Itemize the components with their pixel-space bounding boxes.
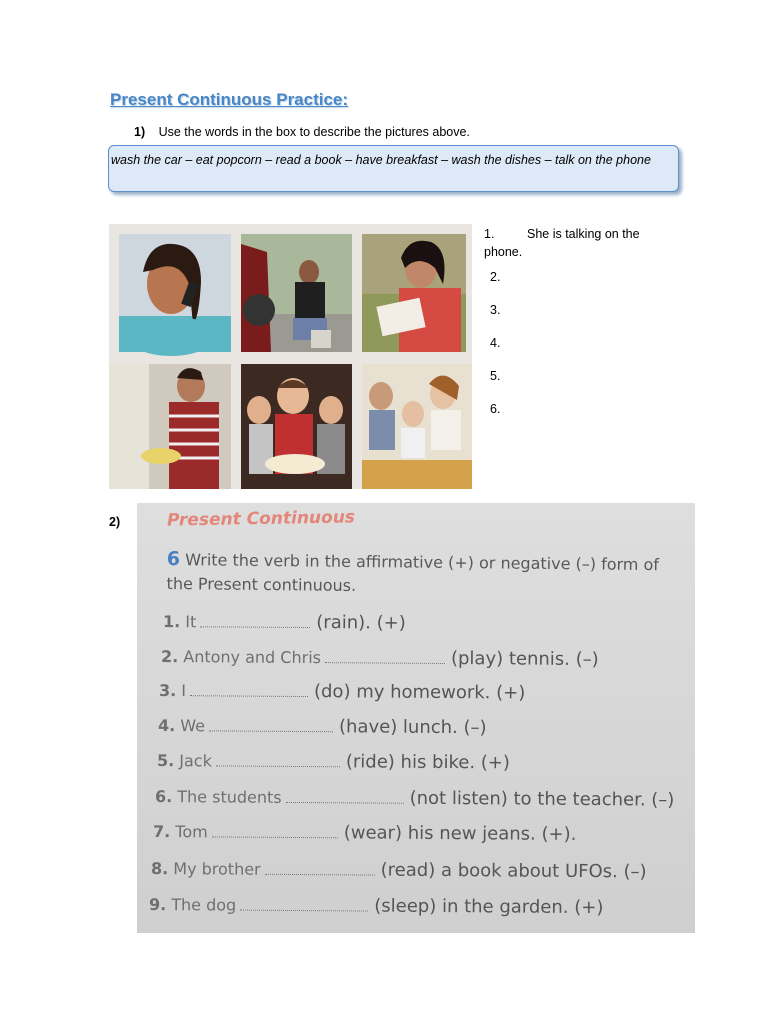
- answer-lines: [484, 225, 664, 416]
- textbook-photo: [137, 503, 695, 933]
- book-task-number: 6: [166, 547, 181, 571]
- picture-6-having-breakfast: [362, 364, 472, 489]
- blank-line: [325, 650, 445, 664]
- answer-2-number: 2.: [490, 270, 501, 284]
- item-subject: The students: [177, 787, 282, 807]
- picture-4-washing-dishes: [109, 364, 231, 489]
- answer-1-text: She is talking on the phone.: [484, 227, 640, 259]
- blank-line: [209, 718, 333, 732]
- picture-5-eating-popcorn: [241, 364, 352, 489]
- exercise1-number: 1): [134, 125, 146, 139]
- blank-line: [216, 753, 340, 767]
- item-subject: My brother: [173, 859, 261, 879]
- exercise1-instruction: [134, 125, 470, 139]
- item-verb: (play) tennis. (–): [450, 648, 599, 671]
- exercise-item: [163, 611, 406, 634]
- item-number: 1.: [162, 612, 181, 632]
- item-verb: (sleep) in the garden. (+): [374, 895, 604, 919]
- item-number: 5.: [156, 751, 175, 771]
- picture-2-washing-car: [241, 234, 352, 352]
- book-task-text: Write the verb in the affirmative (+) or negative (–) form of the Present continuous.: [166, 550, 660, 595]
- book-task: [166, 547, 676, 601]
- item-verb: (not listen) to the teacher. (–): [409, 787, 675, 811]
- item-verb: (wear) his new jeans. (+).: [343, 822, 577, 845]
- item-subject: We: [180, 716, 206, 736]
- item-number: 4.: [157, 716, 176, 736]
- answer-1: [484, 225, 664, 261]
- blank-line: [286, 790, 404, 804]
- exercise-item: [158, 715, 487, 738]
- item-number: 2.: [160, 647, 179, 667]
- exercise-item: [153, 821, 577, 845]
- exercise-item: [161, 646, 599, 670]
- item-verb: (read) a book about UFOs. (–): [380, 859, 647, 883]
- item-number: 6.: [154, 787, 173, 807]
- answer-5-number: 5.: [490, 369, 501, 383]
- answer-6-number: 6.: [490, 402, 501, 416]
- exercise-item: [157, 750, 510, 773]
- word-box: wash the car – eat popcorn – read a book – have breakfast – wash the dishes – talk on the phone: [108, 145, 679, 192]
- item-subject: Tom: [175, 822, 208, 842]
- item-verb: (rain). (+): [316, 612, 406, 634]
- item-number: 7.: [152, 822, 171, 842]
- item-verb: (ride) his bike. (+): [345, 751, 511, 774]
- item-verb: (have) lunch. (–): [338, 716, 487, 739]
- item-number: 9.: [148, 895, 167, 915]
- picture-grid-art: [109, 224, 472, 489]
- item-number: 8.: [150, 859, 169, 879]
- item-number: 3.: [158, 681, 177, 701]
- exercise-item: [155, 786, 675, 811]
- blank-line: [265, 862, 375, 876]
- worksheet-title: Present Continuous Practice:: [110, 90, 349, 109]
- answer-3-number: 3.: [490, 303, 501, 317]
- picture-3-reading-book: [362, 234, 466, 352]
- exercise-item: [149, 894, 604, 918]
- blank-line: [240, 898, 368, 912]
- exercise1-instruction-text: Use the words in the box to describe the pictures above.: [158, 125, 470, 139]
- blank-line: [190, 683, 308, 697]
- blank-line: [200, 614, 310, 628]
- item-subject: Antony and Chris: [183, 647, 322, 668]
- item-verb: (do) my homework. (+): [313, 681, 526, 704]
- item-subject: It: [185, 612, 197, 632]
- exercise2-number: 2): [109, 515, 121, 529]
- book-heading: Present Continuous: [166, 507, 356, 531]
- blank-line: [212, 824, 338, 838]
- item-subject: I: [181, 681, 187, 701]
- picture-grid: [109, 224, 472, 489]
- answer-1-number: 1.: [484, 227, 495, 241]
- item-subject: The dog: [171, 895, 237, 915]
- picture-1-talking-on-phone: [119, 234, 231, 356]
- answer-4-number: 4.: [490, 336, 501, 350]
- item-subject: Jack: [179, 751, 212, 771]
- exercise-item: [151, 858, 647, 882]
- exercise-item: [159, 680, 525, 704]
